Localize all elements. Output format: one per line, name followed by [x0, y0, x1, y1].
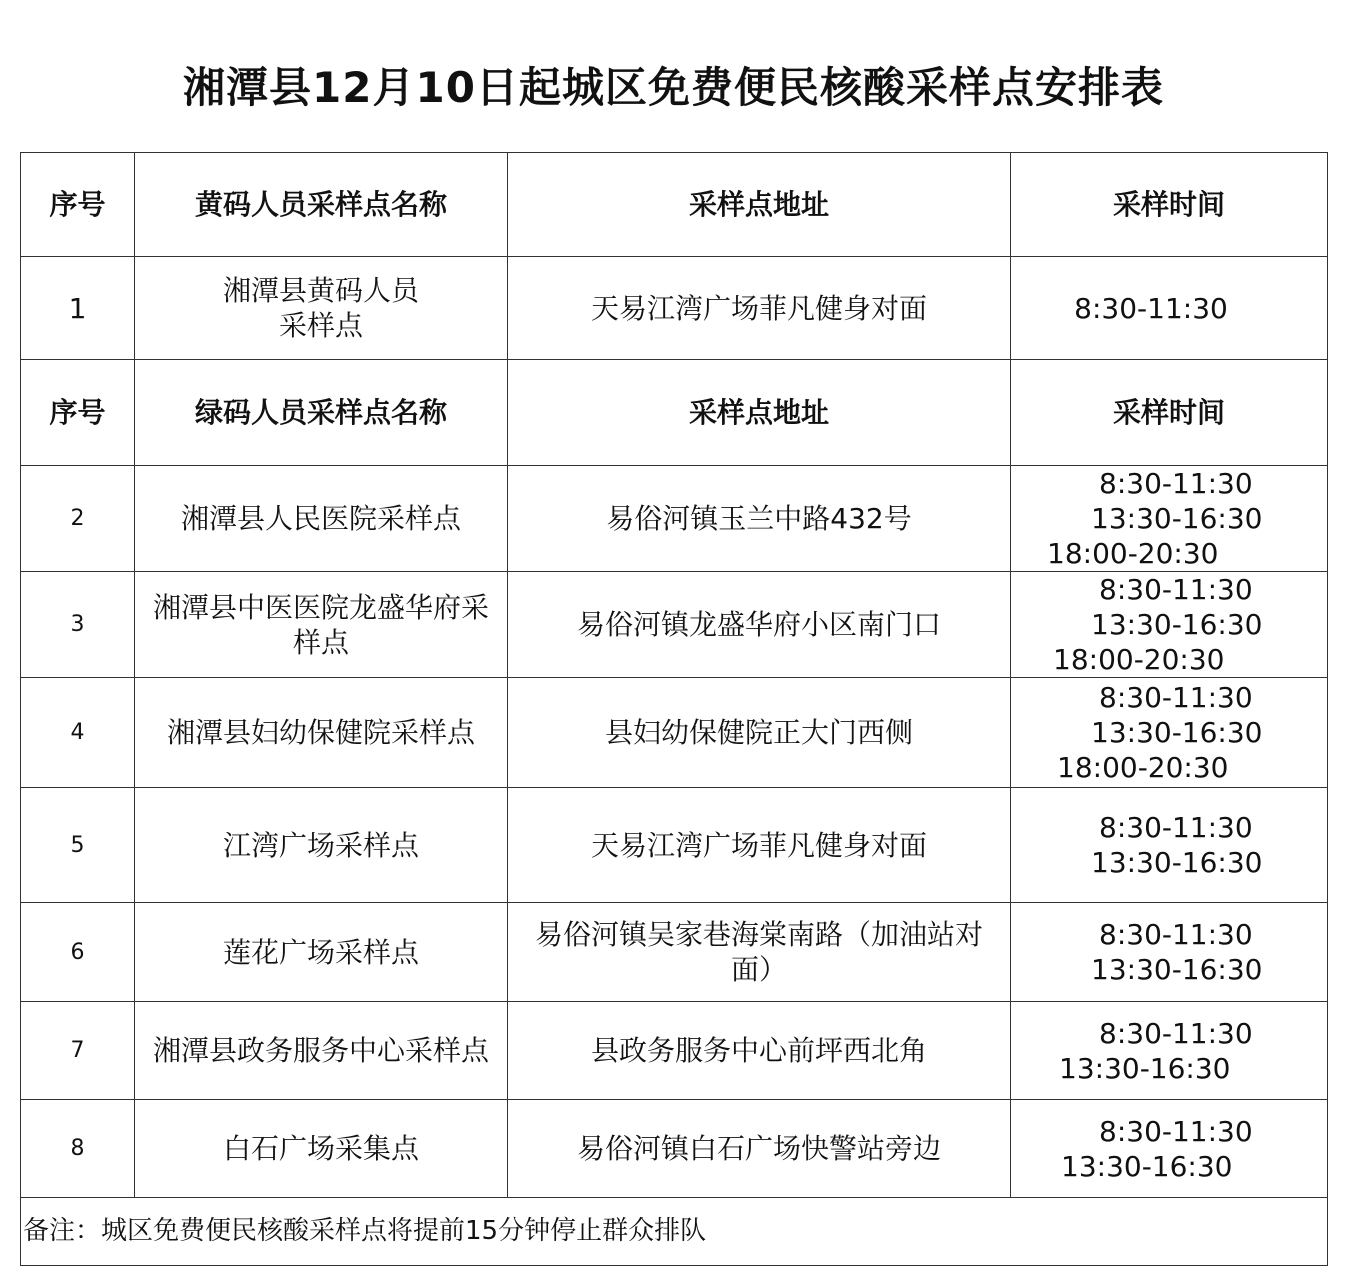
row-address	[508, 903, 1011, 1002]
table-row	[21, 1002, 1328, 1100]
address-line: 易俗河镇白石广场快警站旁边	[576, 1132, 941, 1165]
row-address	[508, 466, 1011, 572]
site-name-line: 湘潭县中医医院龙盛华府采	[152, 590, 489, 624]
table-row	[21, 678, 1328, 788]
row-seq: 2	[21, 466, 135, 572]
header-seq: 序号	[21, 153, 135, 257]
header-seq: 序号	[21, 360, 135, 466]
row-seq: 1	[21, 257, 135, 360]
row-time	[1011, 788, 1328, 903]
address-line: 县妇幼保健院正大门西侧	[604, 716, 913, 749]
row-address	[508, 572, 1011, 678]
row-seq: 4	[21, 678, 135, 788]
time-list	[1011, 810, 1327, 880]
row-seq: 5	[21, 788, 135, 903]
time-list	[1011, 917, 1327, 987]
table-row	[21, 257, 1328, 360]
row-site-name	[135, 1100, 508, 1198]
table-row	[21, 1100, 1328, 1198]
site-name-line: 样点	[292, 625, 349, 659]
header-time: 采样时间	[1011, 153, 1328, 257]
time-list	[1011, 466, 1327, 571]
header-time: 采样时间	[1011, 360, 1328, 466]
time-slot: 8:30-11:30	[1099, 467, 1253, 500]
table-row	[21, 572, 1328, 678]
row-time	[1011, 1002, 1328, 1100]
row-site-name	[135, 1002, 508, 1100]
row-address	[508, 678, 1011, 788]
time-slot: 13:30-16:30	[1091, 716, 1263, 749]
time-slot: 13:30-16:30	[1091, 608, 1263, 641]
yellow-header-row	[21, 153, 1328, 257]
site-name-line: 采样点	[278, 309, 363, 342]
time-slot: 8:30-11:30	[1099, 811, 1253, 844]
address-line: 面）	[730, 953, 787, 986]
row-time	[1011, 257, 1328, 360]
row-site-name	[135, 678, 508, 788]
time-slot: 13:30-16:30	[1091, 846, 1263, 879]
time-slot: 18:00-20:30	[1057, 751, 1229, 784]
row-time	[1011, 466, 1328, 572]
row-seq: 7	[21, 1002, 135, 1100]
header-address: 采样点地址	[508, 360, 1011, 466]
time-slot: 13:30-16:30	[1061, 1149, 1233, 1183]
header-green-site-name: 绿码人员采样点名称	[135, 360, 508, 466]
site-name-line: 湘潭县人民医院采样点	[180, 502, 461, 535]
address-line: 天易江湾广场菲凡健身对面	[590, 828, 927, 862]
row-address: 天易江湾广场菲凡健身对面	[508, 257, 1011, 360]
table-row	[21, 466, 1328, 572]
address-line: 易俗河镇玉兰中路432号	[606, 502, 912, 535]
row-address	[508, 1002, 1011, 1100]
time-slot: 8:30-11:30	[1074, 291, 1228, 325]
row-time	[1011, 678, 1328, 788]
row-time	[1011, 1100, 1328, 1198]
table-row	[21, 788, 1328, 903]
time-list	[1011, 572, 1327, 677]
footnote: 备注：城区免费便民核酸采样点将提前15分钟停止群众排队	[21, 1198, 1328, 1266]
row-time	[1011, 572, 1328, 678]
time-list	[1011, 680, 1327, 785]
row-site-name	[135, 257, 508, 360]
time-list	[1011, 1016, 1327, 1086]
site-name-line: 白石广场采集点	[222, 1132, 419, 1165]
row-seq: 3	[21, 572, 135, 678]
site-name-line: 江湾广场采样点	[222, 828, 419, 862]
time-slot: 13:30-16:30	[1059, 1051, 1231, 1085]
time-slot: 13:30-16:30	[1091, 502, 1263, 535]
row-address	[508, 788, 1011, 903]
time-slot: 8:30-11:30	[1099, 1016, 1253, 1050]
time-slot: 18:00-20:30	[1053, 643, 1225, 676]
table-row	[21, 903, 1328, 1002]
row-seq: 8	[21, 1100, 135, 1198]
site-name-line: 莲花广场采样点	[222, 935, 419, 969]
note-row	[21, 1198, 1328, 1266]
row-address	[508, 1100, 1011, 1198]
row-site-name	[135, 466, 508, 572]
header-address: 采样点地址	[508, 153, 1011, 257]
site-name-line: 湘潭县黄码人员	[222, 274, 419, 307]
row-site-name	[135, 572, 508, 678]
green-header-row	[21, 360, 1328, 466]
address-line: 易俗河镇吴家巷海棠南路（加油站对	[534, 918, 983, 951]
row-site-name	[135, 788, 508, 903]
time-list	[1011, 1114, 1327, 1184]
row-seq: 6	[21, 903, 135, 1002]
sampling-schedule-table	[20, 152, 1328, 1266]
header-yellow-site-name: 黄码人员采样点名称	[135, 153, 508, 257]
time-slot: 13:30-16:30	[1091, 953, 1263, 986]
time-slot: 8:30-11:30	[1099, 681, 1253, 714]
time-slot: 18:00-20:30	[1047, 537, 1219, 570]
address-line: 县政务服务中心前坪西北角	[590, 1034, 927, 1067]
time-slot: 8:30-11:30	[1099, 918, 1253, 951]
time-slot: 8:30-11:30	[1099, 1114, 1253, 1148]
row-site-name	[135, 903, 508, 1002]
row-time	[1011, 903, 1328, 1002]
page-title: 湘潭县12月10日起城区免费便民核酸采样点安排表	[183, 63, 1164, 112]
time-slot: 8:30-11:30	[1099, 573, 1253, 606]
site-name-line: 湘潭县妇幼保健院采样点	[166, 716, 475, 749]
address-line: 易俗河镇龙盛华府小区南门口	[576, 608, 941, 641]
site-name-line: 湘潭县政务服务中心采样点	[152, 1034, 489, 1067]
